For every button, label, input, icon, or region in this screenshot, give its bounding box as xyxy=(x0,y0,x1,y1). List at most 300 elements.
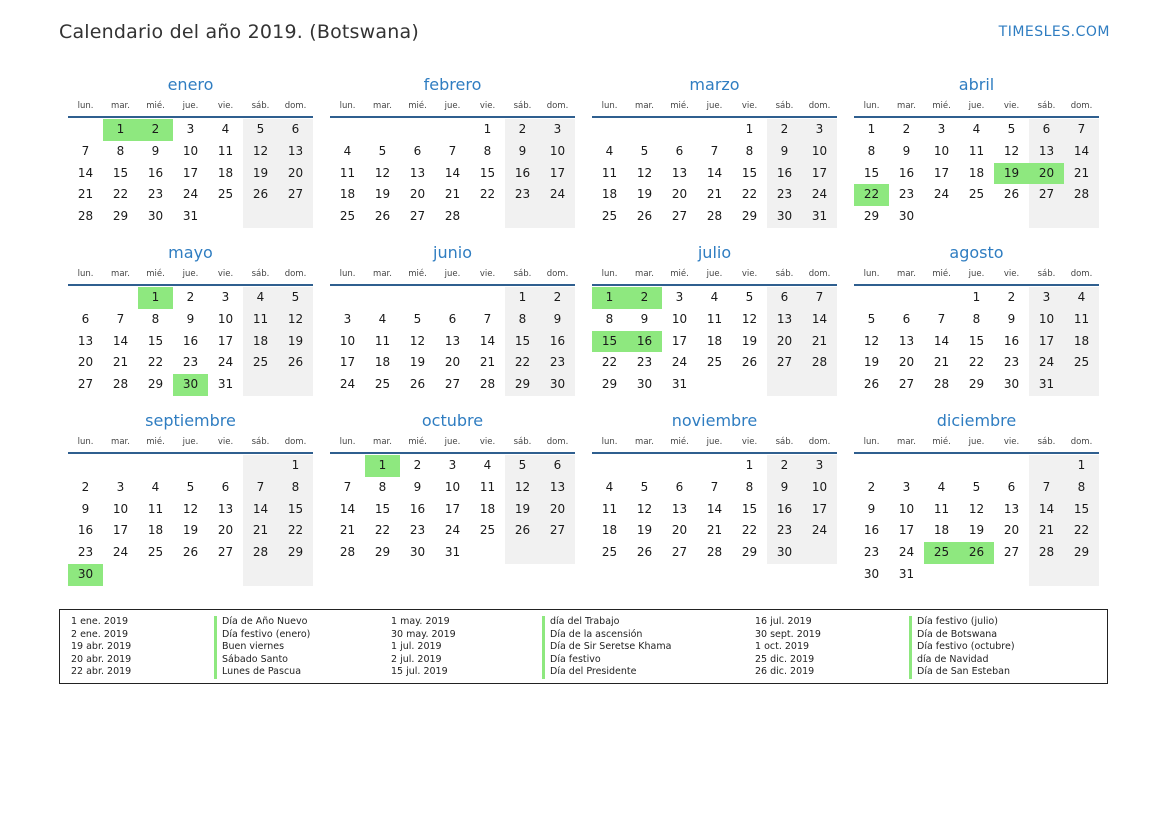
day-cell: 29 xyxy=(374,545,391,560)
day-cell: 28 xyxy=(243,542,278,564)
day-cell: 17 xyxy=(898,523,915,538)
day-cell: 23 xyxy=(767,520,802,542)
day-grid xyxy=(854,287,1099,396)
day-cell: 1 xyxy=(867,122,876,136)
legend-names-column xyxy=(542,616,671,679)
day-cell: 24 xyxy=(182,187,199,202)
holiday-day-cell: 22 xyxy=(854,184,889,206)
legend-holiday-name: Día de San Esteban xyxy=(917,666,1010,678)
brand-link[interactable]: TIMESLES.COM xyxy=(998,24,1110,40)
weekday-label: vie. xyxy=(479,436,496,447)
day-cell: 18 xyxy=(968,165,985,180)
day-cell: 24 xyxy=(671,355,688,370)
day-cell: 8 xyxy=(745,479,754,494)
weekday-header xyxy=(68,432,313,454)
weekday-label: vie. xyxy=(217,268,234,279)
day-cell: 18 xyxy=(374,355,391,370)
day-blank xyxy=(1064,564,1099,586)
weekday-label: lun. xyxy=(863,268,880,279)
day-cell: 28 xyxy=(706,545,723,560)
legend-date: 30 sept. 2019 xyxy=(755,628,821,640)
day-cell: 5 xyxy=(413,311,422,326)
day-cell: 24 xyxy=(112,545,129,560)
day-cell: 16 xyxy=(409,501,426,516)
weekday-label: jue. xyxy=(444,436,461,447)
day-cell: 4 xyxy=(343,143,352,158)
legend-date: 30 may. 2019 xyxy=(391,628,456,640)
legend-holiday-name: Día de Botswana xyxy=(917,628,998,640)
weekday-label: sáb. xyxy=(1037,268,1056,279)
day-cell: 4 xyxy=(710,289,719,304)
day-cell: 16 xyxy=(77,523,94,538)
day-cell: 15 xyxy=(112,165,129,180)
day-blank xyxy=(994,564,1029,586)
day-cell: 16 xyxy=(863,523,880,538)
holiday-legend xyxy=(59,609,1108,684)
day-cell: 25 xyxy=(601,209,618,224)
weekday-label: dom. xyxy=(1070,268,1093,279)
weekday-label: vie. xyxy=(741,268,758,279)
legend-date: 26 dic. 2019 xyxy=(755,666,815,678)
day-blank xyxy=(662,455,697,477)
day-grid xyxy=(592,455,837,564)
day-cell: 28 xyxy=(706,209,723,224)
day-cell: 19 xyxy=(968,523,985,538)
day-blank xyxy=(592,119,627,141)
day-cell: 10 xyxy=(540,141,575,163)
day-cell: 23 xyxy=(767,184,802,206)
day-cell: 16 xyxy=(147,165,164,180)
day-cell: 8 xyxy=(1064,477,1099,499)
day-cell: 31 xyxy=(671,377,688,392)
weekday-label: vie. xyxy=(217,436,234,447)
day-cell: 3 xyxy=(448,457,457,472)
day-cell: 13 xyxy=(540,477,575,499)
day-cell: 24 xyxy=(217,355,234,370)
day-cell: 8 xyxy=(116,143,125,158)
weekday-header xyxy=(330,96,575,118)
weekday-label: vie. xyxy=(741,101,758,111)
day-cell: 21 xyxy=(1064,163,1099,185)
day-cell: 11 xyxy=(601,165,618,180)
legend-names-column xyxy=(909,616,1015,679)
day-cell: 18 xyxy=(933,523,950,538)
weekday-header xyxy=(854,96,1099,118)
day-cell: 5 xyxy=(186,479,195,494)
day-cell: 29 xyxy=(112,209,129,224)
weekday-label: jue. xyxy=(182,436,199,447)
legend-date: 1 ene. 2019 xyxy=(71,616,128,627)
day-cell: 20 xyxy=(671,187,688,202)
day-cell: 25 xyxy=(1064,352,1099,374)
day-cell: 4 xyxy=(243,287,278,309)
weekday-label: sáb. xyxy=(1037,436,1056,447)
day-cell: 17 xyxy=(802,499,837,521)
day-cell: 29 xyxy=(601,377,618,392)
holiday-day-cell: 30 xyxy=(173,374,208,396)
weekday-label: jue. xyxy=(182,101,199,111)
day-cell: 13 xyxy=(77,333,94,348)
holiday-day-cell: 2 xyxy=(627,287,662,309)
weekday-label: dom. xyxy=(546,101,569,111)
day-cell: 26 xyxy=(182,545,199,560)
weekday-label: lun. xyxy=(863,101,880,111)
day-cell: 7 xyxy=(1029,477,1064,499)
legend-date: 19 abr. 2019 xyxy=(71,641,132,653)
weekday-label: mié. xyxy=(146,268,165,279)
day-cell: 12 xyxy=(409,333,426,348)
day-grid xyxy=(68,287,313,396)
day-cell: 9 xyxy=(186,311,195,326)
day-cell: 7 xyxy=(483,311,492,326)
day-blank xyxy=(278,206,313,228)
day-cell: 15 xyxy=(278,499,313,521)
month-mayo xyxy=(68,242,313,396)
day-blank xyxy=(627,119,662,141)
months-grid xyxy=(68,74,1104,586)
weekday-label: jue. xyxy=(706,436,723,447)
weekday-label: lun. xyxy=(863,436,880,447)
day-blank xyxy=(924,564,959,586)
day-cell: 14 xyxy=(933,333,950,348)
day-cell: 13 xyxy=(671,165,688,180)
day-blank xyxy=(1029,564,1064,586)
weekday-label: jue. xyxy=(444,101,461,111)
day-cell: 4 xyxy=(151,479,160,494)
day-cell: 20 xyxy=(217,523,234,538)
month-name: febrero xyxy=(423,75,482,94)
weekday-header xyxy=(68,96,313,118)
weekday-label: lun. xyxy=(339,268,356,279)
day-cell: 9 xyxy=(640,311,649,326)
day-blank xyxy=(208,206,243,228)
day-cell: 25 xyxy=(479,523,496,538)
month-abril xyxy=(854,74,1099,228)
weekday-header xyxy=(68,264,313,286)
legend-holiday-name: Lunes de Pascua xyxy=(222,666,302,678)
legend-dates-column xyxy=(71,616,131,679)
day-blank xyxy=(330,455,365,477)
day-cell: 15 xyxy=(479,165,496,180)
day-cell: 18 xyxy=(479,501,496,516)
day-cell: 11 xyxy=(933,501,950,516)
day-cell: 18 xyxy=(706,333,723,348)
day-cell: 9 xyxy=(81,501,90,516)
day-cell: 20 xyxy=(278,163,313,185)
weekday-header xyxy=(854,264,1099,286)
day-cell: 21 xyxy=(112,355,129,370)
day-cell: 20 xyxy=(671,523,688,538)
day-blank xyxy=(627,455,662,477)
day-blank xyxy=(243,564,278,586)
day-cell: 13 xyxy=(409,165,426,180)
day-cell: 2 xyxy=(767,455,802,477)
day-cell: 2 xyxy=(81,479,90,494)
month-septiembre xyxy=(68,410,313,586)
day-cell: 20 xyxy=(77,355,94,370)
day-cell: 21 xyxy=(77,187,94,202)
day-cell: 3 xyxy=(221,289,230,304)
day-cell: 18 xyxy=(243,331,278,353)
day-grid xyxy=(592,119,837,228)
day-cell: 3 xyxy=(1029,287,1064,309)
day-cell: 8 xyxy=(745,143,754,158)
weekday-label: vie. xyxy=(1003,101,1020,111)
day-cell: 18 xyxy=(601,187,618,202)
day-cell: 16 xyxy=(540,331,575,353)
weekday-label: dom. xyxy=(1070,101,1093,111)
day-blank xyxy=(540,542,575,564)
weekday-header xyxy=(592,264,837,286)
day-cell: 30 xyxy=(409,545,426,560)
day-cell: 27 xyxy=(278,184,313,206)
day-cell: 16 xyxy=(767,499,802,521)
weekday-label: mié. xyxy=(408,101,427,111)
day-cell: 4 xyxy=(605,479,614,494)
weekday-label: lun. xyxy=(601,436,618,447)
day-cell: 7 xyxy=(710,479,719,494)
day-cell: 9 xyxy=(767,141,802,163)
weekday-header xyxy=(330,264,575,286)
day-cell: 31 xyxy=(444,545,461,560)
holiday-day-cell: 1 xyxy=(592,287,627,309)
day-cell: 30 xyxy=(636,377,653,392)
day-cell: 26 xyxy=(243,184,278,206)
day-cell: 28 xyxy=(933,377,950,392)
day-cell: 14 xyxy=(706,165,723,180)
weekday-label: jue. xyxy=(706,101,723,111)
day-cell: 7 xyxy=(937,311,946,326)
day-cell: 8 xyxy=(378,479,387,494)
day-cell: 10 xyxy=(1029,309,1064,331)
month-name: enero xyxy=(167,75,214,94)
day-cell: 17 xyxy=(112,523,129,538)
day-cell: 26 xyxy=(374,209,391,224)
day-cell: 26 xyxy=(636,209,653,224)
holiday-day-cell: 2 xyxy=(138,119,173,141)
day-cell: 28 xyxy=(77,209,94,224)
day-cell: 30 xyxy=(767,542,802,564)
day-cell: 24 xyxy=(540,184,575,206)
day-grid xyxy=(854,455,1099,586)
day-blank xyxy=(138,455,173,477)
legend-dates-column xyxy=(755,616,821,679)
day-cell: 18 xyxy=(1064,331,1099,353)
day-cell: 19 xyxy=(505,499,540,521)
day-cell: 28 xyxy=(339,545,356,560)
legend-date: 2 ene. 2019 xyxy=(71,628,128,640)
day-cell: 11 xyxy=(339,165,356,180)
day-cell: 12 xyxy=(863,333,880,348)
day-cell: 19 xyxy=(409,355,426,370)
day-cell: 21 xyxy=(706,523,723,538)
weekday-label: sáb. xyxy=(775,436,794,447)
day-blank xyxy=(470,287,505,309)
holiday-day-cell: 20 xyxy=(1029,163,1064,185)
day-cell: 25 xyxy=(601,545,618,560)
day-cell: 9 xyxy=(767,477,802,499)
day-blank xyxy=(592,455,627,477)
day-cell: 22 xyxy=(147,355,164,370)
day-cell: 8 xyxy=(278,477,313,499)
day-cell: 31 xyxy=(898,566,915,581)
weekday-header xyxy=(592,96,837,118)
day-cell: 11 xyxy=(479,479,496,494)
day-cell: 13 xyxy=(217,501,234,516)
day-cell: 21 xyxy=(243,520,278,542)
weekday-label: sáb. xyxy=(513,101,532,111)
day-cell: 22 xyxy=(278,520,313,542)
month-name: octubre xyxy=(421,410,484,430)
day-cell: 5 xyxy=(867,311,876,326)
legend-date: 2 jul. 2019 xyxy=(391,653,442,665)
holiday-day-cell: 1 xyxy=(103,119,138,141)
day-cell: 15 xyxy=(147,333,164,348)
day-cell: 23 xyxy=(898,187,915,202)
day-cell: 31 xyxy=(802,206,837,228)
weekday-label: dom. xyxy=(1070,436,1093,447)
weekday-label: dom. xyxy=(546,268,569,279)
day-grid xyxy=(330,455,575,564)
day-blank xyxy=(924,287,959,309)
day-cell: 5 xyxy=(505,455,540,477)
day-blank xyxy=(400,287,435,309)
day-cell: 25 xyxy=(147,545,164,560)
day-cell: 31 xyxy=(217,377,234,392)
day-cell: 13 xyxy=(1029,141,1064,163)
day-cell: 27 xyxy=(671,209,688,224)
weekday-label: sáb. xyxy=(251,101,270,111)
month-enero xyxy=(68,74,313,228)
day-cell: 8 xyxy=(867,143,876,158)
month-noviembre xyxy=(592,410,837,586)
month-name: diciembre xyxy=(936,410,1017,430)
day-cell: 2 xyxy=(902,122,911,136)
holiday-day-cell: 25 xyxy=(924,542,959,564)
day-cell: 6 xyxy=(767,287,802,309)
day-cell: 24 xyxy=(802,184,837,206)
day-cell: 13 xyxy=(444,333,461,348)
day-cell: 3 xyxy=(802,455,837,477)
day-cell: 23 xyxy=(147,187,164,202)
day-cell: 27 xyxy=(444,377,461,392)
holiday-day-cell: 19 xyxy=(994,163,1029,185)
month-octubre xyxy=(330,410,575,586)
day-blank xyxy=(994,206,1029,228)
day-cell: 7 xyxy=(710,143,719,158)
day-cell: 22 xyxy=(374,523,391,538)
day-cell: 28 xyxy=(802,352,837,374)
day-cell: 26 xyxy=(409,377,426,392)
day-cell: 6 xyxy=(1029,119,1064,141)
weekday-label: mié. xyxy=(932,268,951,279)
day-cell: 5 xyxy=(243,119,278,141)
day-cell: 12 xyxy=(278,309,313,331)
day-cell: 16 xyxy=(1003,333,1020,348)
day-blank xyxy=(173,455,208,477)
day-cell: 5 xyxy=(378,143,387,158)
day-cell: 13 xyxy=(671,501,688,516)
day-grid xyxy=(592,287,837,396)
holiday-day-cell: 30 xyxy=(68,564,103,586)
day-cell: 9 xyxy=(1007,311,1016,326)
day-cell: 19 xyxy=(636,523,653,538)
legend-holiday-name: Día festivo (octubre) xyxy=(917,641,1015,653)
day-cell: 20 xyxy=(1003,523,1020,538)
day-cell: 28 xyxy=(444,209,461,224)
weekday-label: jue. xyxy=(968,268,985,279)
weekday-label: dom. xyxy=(546,436,569,447)
weekday-label: vie. xyxy=(479,268,496,279)
day-blank xyxy=(959,455,994,477)
day-cell: 16 xyxy=(767,163,802,185)
day-cell: 11 xyxy=(1064,309,1099,331)
day-cell: 30 xyxy=(767,206,802,228)
month-febrero xyxy=(330,74,575,228)
day-cell: 25 xyxy=(243,352,278,374)
legend-holiday-name: Día festivo (julio) xyxy=(917,616,998,627)
weekday-label: vie. xyxy=(741,436,758,447)
weekday-label: sáb. xyxy=(1037,101,1056,111)
day-blank xyxy=(889,455,924,477)
weekday-label: mar. xyxy=(111,436,130,447)
legend-date: 15 jul. 2019 xyxy=(391,666,448,678)
month-julio xyxy=(592,242,837,396)
day-blank xyxy=(889,287,924,309)
day-cell: 14 xyxy=(802,309,837,331)
day-blank xyxy=(208,564,243,586)
day-blank xyxy=(330,119,365,141)
day-cell: 6 xyxy=(221,479,230,494)
weekday-label: dom. xyxy=(284,268,307,279)
day-cell: 9 xyxy=(505,141,540,163)
day-cell: 29 xyxy=(278,542,313,564)
day-cell: 10 xyxy=(217,311,234,326)
month-name: marzo xyxy=(689,75,740,94)
day-blank xyxy=(732,374,767,396)
weekday-label: sáb. xyxy=(513,268,532,279)
day-cell: 10 xyxy=(444,479,461,494)
day-blank xyxy=(330,287,365,309)
day-cell: 14 xyxy=(479,333,496,348)
day-blank xyxy=(697,119,732,141)
day-cell: 27 xyxy=(767,352,802,374)
weekday-label: mar. xyxy=(897,101,916,111)
day-cell: 4 xyxy=(483,457,492,472)
day-cell: 22 xyxy=(741,187,758,202)
day-blank xyxy=(103,287,138,309)
day-cell: 6 xyxy=(278,119,313,141)
day-cell: 28 xyxy=(1029,542,1064,564)
day-cell: 12 xyxy=(968,501,985,516)
day-cell: 12 xyxy=(505,477,540,499)
weekday-label: mar. xyxy=(111,101,130,111)
day-cell: 6 xyxy=(448,311,457,326)
day-blank xyxy=(68,287,103,309)
day-cell: 27 xyxy=(1029,184,1064,206)
day-cell: 17 xyxy=(802,163,837,185)
day-cell: 26 xyxy=(505,520,540,542)
day-cell: 28 xyxy=(1064,184,1099,206)
day-blank xyxy=(959,564,994,586)
day-cell: 3 xyxy=(802,119,837,141)
day-cell: 21 xyxy=(933,355,950,370)
day-cell: 13 xyxy=(278,141,313,163)
day-blank xyxy=(103,455,138,477)
day-blank xyxy=(697,455,732,477)
day-cell: 25 xyxy=(217,187,234,202)
day-cell: 13 xyxy=(1003,501,1020,516)
